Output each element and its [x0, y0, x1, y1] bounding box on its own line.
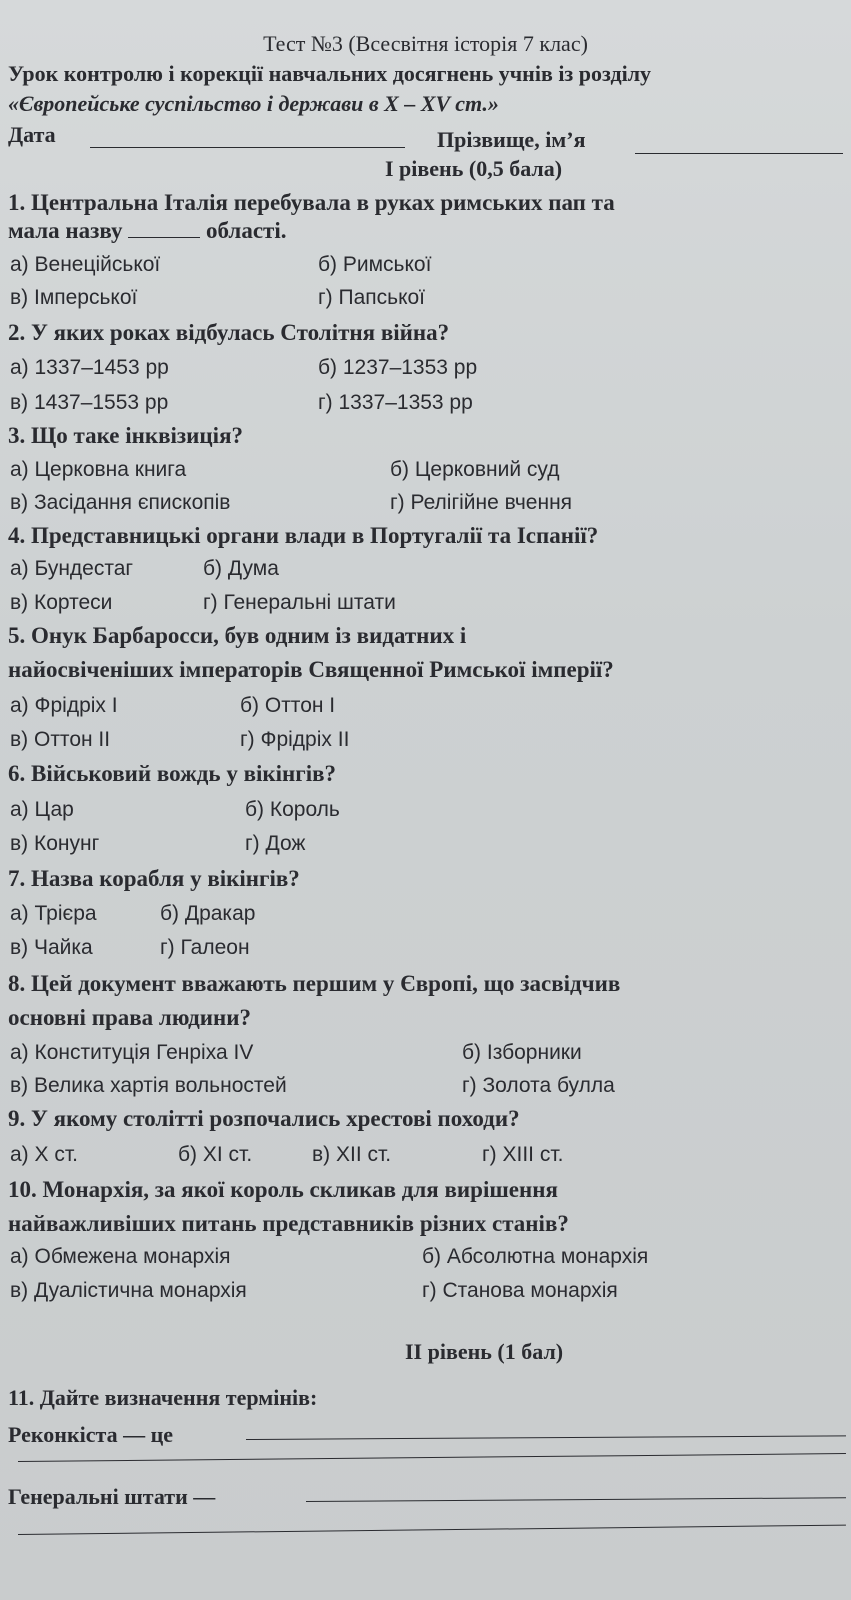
question-6: 6. Військовий вождь у вікінгів?: [8, 761, 337, 786]
question-9: 9. У якому столітті розпочались хрестові походи?: [8, 1106, 520, 1131]
lesson-subtitle-line2: «Європейське суспільство і держави в X – XV ст.»: [8, 91, 499, 116]
question-5-line1: 5. Онук Барбаросси, був одним із видатних і: [8, 623, 467, 648]
question-1-line1: 1. Центральна Італія перебувала в руках римських пап та: [8, 190, 615, 215]
q5-option-b[interactable]: б) Оттон І: [240, 694, 336, 717]
q8-option-d[interactable]: г) Золота булла: [462, 1074, 615, 1097]
q6-option-a[interactable]: а) Цар: [10, 798, 74, 821]
question-2: 2. У яких роках відбулась Столітня війна?: [8, 320, 450, 345]
q2-option-d[interactable]: г) 1337–1353 рр: [318, 391, 473, 414]
q4-option-a[interactable]: а) Бундестаг: [10, 557, 134, 580]
q7-option-d[interactable]: г) Галеон: [160, 936, 250, 959]
question-7: 7. Назва корабля у вікінгів?: [8, 866, 300, 891]
q3-option-a[interactable]: а) Церковна книга: [10, 458, 187, 481]
q4-option-b[interactable]: б) Дума: [203, 557, 279, 580]
q2-option-b[interactable]: б) 1237–1353 рр: [318, 356, 478, 379]
q4-option-c[interactable]: в) Кортеси: [10, 591, 113, 614]
question-8-line2: основні права людини?: [8, 1005, 251, 1030]
question-11: 11. Дайте визначення термінів:: [8, 1385, 318, 1410]
q7-option-b[interactable]: б) Дракар: [160, 902, 256, 925]
q8-option-a[interactable]: а) Конституція Генріха IV: [10, 1041, 254, 1064]
q10-option-b[interactable]: б) Абсолютна монархія: [422, 1245, 649, 1268]
q5-option-d[interactable]: г) Фрідріх ІІ: [240, 728, 350, 751]
page-title: Тест №3 (Всесвітня історія 7 клас): [263, 31, 588, 56]
q10-option-d[interactable]: г) Станова монархія: [422, 1279, 618, 1302]
q1-option-d[interactable]: г) Папської: [318, 286, 426, 309]
q9-option-b[interactable]: б) ХІ ст.: [178, 1143, 253, 1166]
level1-heading: І рівень (0,5 бала): [385, 156, 563, 181]
question-1-text-pre: мала назву: [8, 218, 123, 243]
q8-option-c[interactable]: в) Велика хартія вольностей: [10, 1074, 287, 1097]
q9-option-d[interactable]: г) ХІІІ ст.: [482, 1143, 564, 1166]
q2-option-a[interactable]: а) 1337–1453 рр: [10, 356, 169, 379]
q7-option-c[interactable]: в) Чайка: [10, 936, 93, 959]
term-reconquista-label: Реконкіста — це: [8, 1422, 174, 1447]
question-5-line2: найосвіченіших імператорів Священної Римської імперії?: [8, 657, 614, 682]
q1-option-b[interactable]: б) Римської: [318, 253, 432, 276]
question-1-text-post: області.: [206, 218, 287, 243]
q9-option-c[interactable]: в) ХІІ ст.: [312, 1143, 392, 1166]
lesson-subtitle-line1: Урок контролю і корекції навчальних досягнень учнів із розділу: [8, 61, 652, 86]
q6-option-c[interactable]: в) Конунг: [10, 832, 100, 855]
question-3: 3. Що таке інквізиція?: [8, 423, 244, 448]
q8-option-b[interactable]: б) Ізборники: [462, 1041, 582, 1064]
level2-heading: ІІ рівень (1 бал): [405, 1339, 564, 1364]
question-10-line2: найважливіших питань представників різних станів?: [8, 1211, 569, 1236]
term-estates-general-answer-line[interactable]: [306, 1497, 846, 1502]
term-estates-general-label: Генеральні штати —: [8, 1484, 216, 1509]
q3-option-d[interactable]: г) Релігійне вчення: [390, 491, 573, 514]
term-reconquista-answer-line-2[interactable]: [18, 1453, 846, 1462]
q10-option-a[interactable]: а) Обмежена монархія: [10, 1245, 231, 1268]
q10-option-c[interactable]: в) Дуалістична монархія: [10, 1279, 247, 1302]
q6-option-d[interactable]: г) Дож: [245, 832, 306, 855]
q2-option-c[interactable]: в) 1437–1553 рр: [10, 391, 169, 414]
q5-option-c[interactable]: в) Оттон ІІ: [10, 728, 111, 751]
question-1-line2: [8, 217, 286, 245]
question-1-blank[interactable]: [128, 219, 200, 238]
q3-option-b[interactable]: б) Церковний суд: [390, 458, 560, 481]
question-10-line1: 10. Монархія, за якої король скликав для вирішення: [8, 1177, 558, 1202]
name-field[interactable]: [635, 153, 843, 154]
date-field[interactable]: [90, 147, 405, 148]
q9-option-a[interactable]: а) Х ст.: [10, 1143, 78, 1166]
q3-option-c[interactable]: в) Засідання єпископів: [10, 491, 231, 514]
q1-option-a[interactable]: а) Венеційської: [10, 253, 161, 276]
q4-option-d[interactable]: г) Генеральні штати: [203, 591, 396, 614]
q1-option-c[interactable]: в) Імперської: [10, 286, 138, 309]
name-label: Прізвище, ім’я: [437, 127, 586, 152]
date-label: Дата: [8, 122, 56, 147]
question-8-line1: 8. Цей документ вважають першим у Європі, що засвідчив: [8, 971, 621, 996]
q7-option-a[interactable]: а) Трієра: [10, 902, 97, 925]
q6-option-b[interactable]: б) Король: [245, 798, 340, 821]
term-estates-general-answer-line-2[interactable]: [18, 1525, 846, 1535]
q5-option-a[interactable]: а) Фрідріх І: [10, 694, 118, 717]
question-4: 4. Представницькі органи влади в Португалії та Іспанії?: [8, 523, 599, 548]
term-reconquista-answer-line[interactable]: [246, 1435, 846, 1440]
